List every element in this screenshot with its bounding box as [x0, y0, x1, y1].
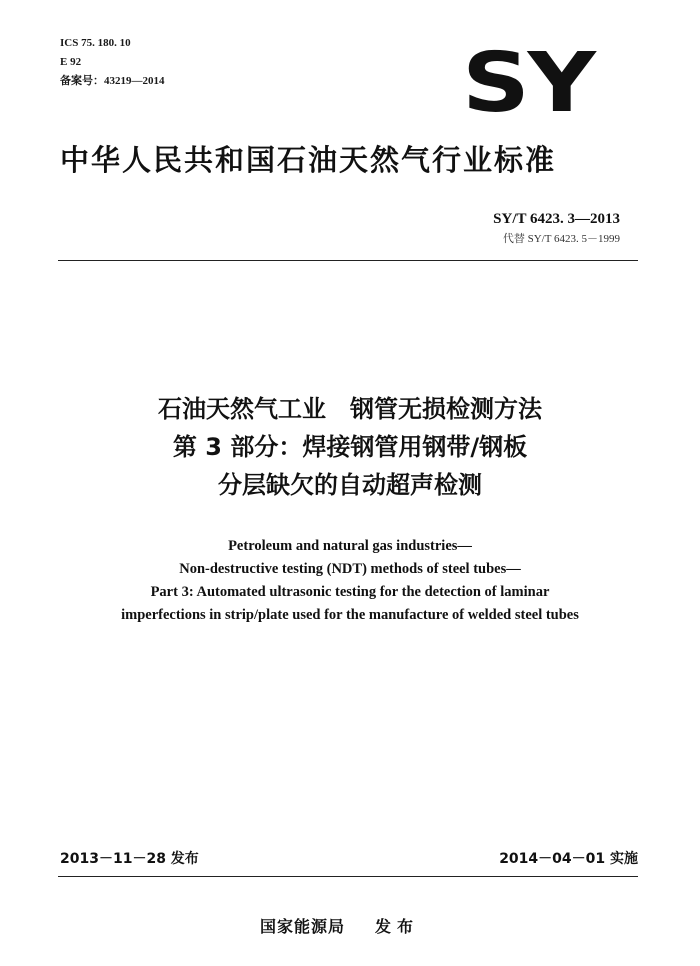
chinese-title	[40, 390, 660, 504]
bottom-divider	[58, 876, 638, 877]
implementation-date: 2014－04－01 实施	[499, 851, 638, 867]
english-title-line-2: Non-destructive testing (NDT) methods of steel tubes—	[179, 561, 521, 577]
record-number: 备案号：43219—2014	[60, 75, 165, 87]
top-divider	[58, 260, 638, 261]
publisher-action: 发布	[375, 917, 420, 936]
publisher	[260, 917, 419, 937]
standard-number: SY/T 6423. 3—2013	[493, 211, 620, 227]
replaces-standard: 代替 SY/T 6423. 5－1999	[502, 233, 620, 245]
english-title-line-1: Petroleum and natural gas industries—	[228, 538, 472, 554]
publisher-name: 国家能源局	[260, 917, 346, 936]
sy-logo: SY	[462, 36, 594, 131]
english-title-line-4: imperfections in strip/plate used for the manufacture of welded steel tubes	[121, 607, 579, 623]
chinese-title-line-1: 石油天然气工业 钢管无损检测方法	[158, 395, 542, 423]
english-title	[40, 535, 660, 627]
classification-code: E 92	[60, 56, 82, 68]
chinese-title-line-2: 第 3 部分：焊接钢管用钢带/钢板	[172, 433, 528, 461]
standard-category-title: 中华人民共和国石油天然气行业标准	[60, 143, 557, 177]
english-title-line-3: Part 3: Automated ultrasonic testing for the detection of laminar	[150, 584, 550, 600]
chinese-title-line-3: 分层缺欠的自动超声检测	[218, 471, 482, 499]
issue-date: 2013－11－28 发布	[60, 851, 199, 867]
ics-code: ICS 75. 180. 10	[60, 37, 131, 49]
